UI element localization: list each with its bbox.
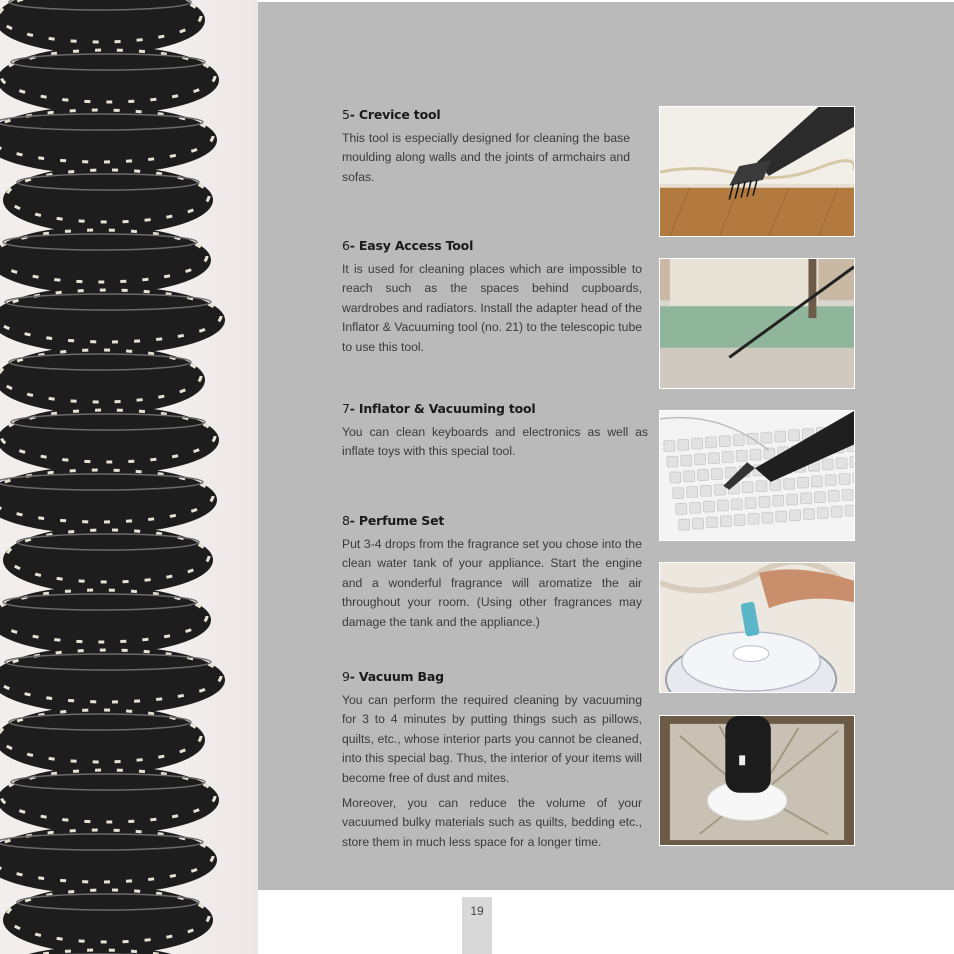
section-text: You can clean keyboards and electronics as well as inflate toys with this special tool.: [342, 425, 648, 459]
section-text: This tool is especially designed for cleaning the base moulding along walls and the joints of armchairs and sofas.: [342, 131, 630, 184]
perfume-set-photo: [659, 562, 855, 693]
crevice-tool-photo: [659, 106, 855, 237]
vacuum-bag-photo: [659, 715, 855, 846]
section-perfume-set: [342, 513, 648, 638]
section-text: Put 3-4 drops from the fragrance set you chose into the clean water tank of your appliance. Start the engine and a wonderful fragrance will aromatize the air throughout your room. (Using other fragrances may damage the tank and the appliance.): [342, 537, 642, 629]
section-heading: 6- Easy Access Tool: [342, 238, 474, 253]
page-number: 19: [470, 904, 484, 918]
keyboard-inflator-photo: [659, 410, 855, 541]
section-text: It is used for cleaning places which are impossible to reach such as the spaces behind cupboards, wardrobes and radiators. Install the adapter head of the Inflator & Vacuuming tool (no. 21) to the telescopic tube to use this tool.: [342, 262, 642, 354]
section-easy-access-tool: [342, 238, 648, 363]
section-inflator-vacuuming-tool: [342, 401, 648, 468]
section-heading: 5- Crevice tool: [342, 107, 441, 122]
easy-access-tool-photo: [659, 258, 855, 389]
section-text: Moreover, you can reduce the volume of your vacuumed bulky materials such as quilts, bedding etc., store them in much less space for a longer time.: [342, 796, 642, 849]
section-heading: 7- Inflator & Vacuuming tool: [342, 401, 536, 416]
section-heading: 9- Vacuum Bag: [342, 669, 444, 684]
section-text: You can perform the required cleaning by vacuuming for 3 to 4 minutes by putting things such as pillows, quilts, etc., whose interior parts you cannot be cleaned, into this special bag. Thus, the interior of your items will become free of dust and mites.: [342, 693, 642, 785]
section-vacuum-bag: [342, 669, 648, 858]
section-crevice-tool: [342, 107, 648, 193]
section-heading: 8- Perfume Set: [342, 513, 445, 528]
hose-stack-photo: [0, 0, 258, 954]
